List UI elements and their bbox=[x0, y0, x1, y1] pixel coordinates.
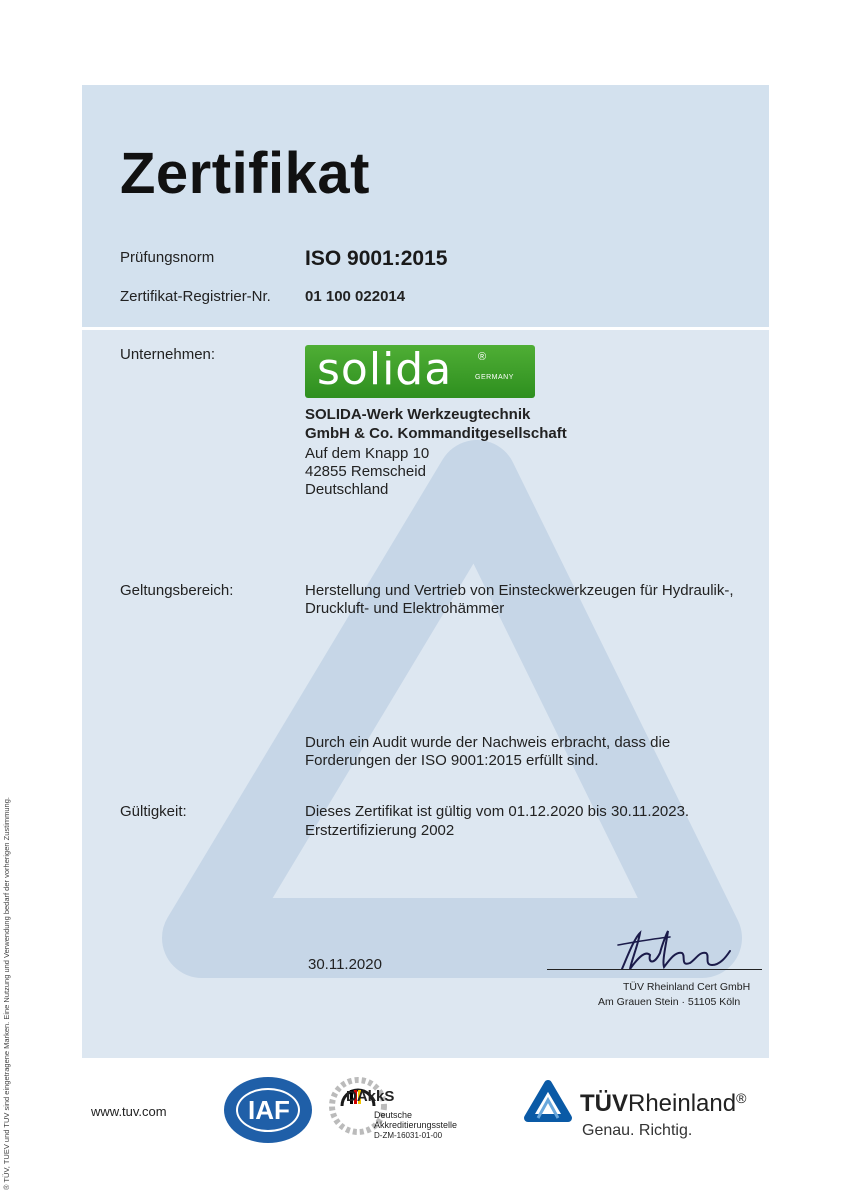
standard-label: Prüfungsnorm bbox=[120, 249, 215, 266]
tuv-registered-mark: ® bbox=[736, 1090, 747, 1106]
validity-line2: Erstzertifizierung 2002 bbox=[305, 822, 455, 839]
validity-line1: Dieses Zertifikat ist gültig vom 01.12.2020 bis 30.11.2023. bbox=[305, 803, 690, 820]
tuv-tagline: Genau. Richtig. bbox=[582, 1122, 693, 1139]
registration-value: 01 100 022014 bbox=[305, 288, 406, 305]
dakks-title: DAkkS bbox=[346, 1088, 395, 1105]
scope-line1: Herstellung und Vertrieb von Einsteckwerkzeugen für Hydraulik-, bbox=[305, 582, 734, 599]
signature-line bbox=[547, 969, 762, 970]
validity-label: Gültigkeit: bbox=[120, 803, 187, 820]
iaf-text: IAF bbox=[248, 1095, 290, 1125]
audit-line2: Forderungen der ISO 9001:2015 erfüllt sind. bbox=[305, 752, 599, 769]
audit-line1: Durch ein Audit wurde der Nachweis erbracht, dass die bbox=[305, 734, 671, 751]
standard-value: ISO 9001:2015 bbox=[305, 247, 448, 270]
tuv-brand bbox=[580, 1090, 746, 1118]
trademark-note: ® TÜV, TUEV und TUV sind eingetragene Marken. Eine Nutzung und Verwendung bedarf der vorherigen Zustimmung. bbox=[2, 797, 11, 1190]
issuer-address: Am Grauen Stein · 51105 Köln bbox=[598, 996, 741, 1008]
website-link[interactable]: www.tuv.com bbox=[91, 1104, 167, 1119]
solida-logo bbox=[305, 345, 535, 398]
issue-date: 30.11.2020 bbox=[308, 956, 382, 973]
iaf-logo bbox=[222, 1075, 314, 1145]
dakks-line1: Deutsche bbox=[374, 1110, 413, 1120]
logo-word: solida bbox=[317, 344, 453, 395]
issuer-name: TÜV Rheinland Cert GmbH bbox=[623, 981, 751, 993]
company-street: Auf dem Knapp 10 bbox=[305, 445, 430, 462]
signature bbox=[610, 925, 740, 973]
dakks-line2: Akkreditierungsstelle bbox=[374, 1120, 458, 1130]
tuv-brand-rest: Rheinland bbox=[628, 1090, 737, 1117]
scope-label: Geltungsbereich: bbox=[120, 582, 234, 599]
logo-subtitle: GERMANY bbox=[475, 374, 514, 381]
dakks-logo bbox=[326, 1072, 466, 1144]
logo-registered-mark: ® bbox=[478, 351, 487, 363]
tuv-brand-bold: TÜV bbox=[580, 1090, 628, 1117]
company-city: 42855 Remscheid bbox=[305, 463, 426, 480]
scope-line2: Druckluft- und Elektrohämmer bbox=[305, 600, 505, 617]
company-country: Deutschland bbox=[305, 481, 389, 498]
dakks-id: D-ZM-16031-01-00 bbox=[374, 1131, 443, 1140]
company-label: Unternehmen: bbox=[120, 346, 216, 363]
page-title: Zertifikat bbox=[120, 141, 370, 206]
registration-label: Zertifikat-Registrier-Nr. bbox=[120, 288, 271, 305]
company-name-line1: SOLIDA-Werk Werkzeugtechnik bbox=[305, 406, 531, 423]
company-name-line2: GmbH & Co. Kommanditgesellschaft bbox=[305, 425, 567, 442]
tuv-triangle-icon bbox=[522, 1078, 574, 1124]
